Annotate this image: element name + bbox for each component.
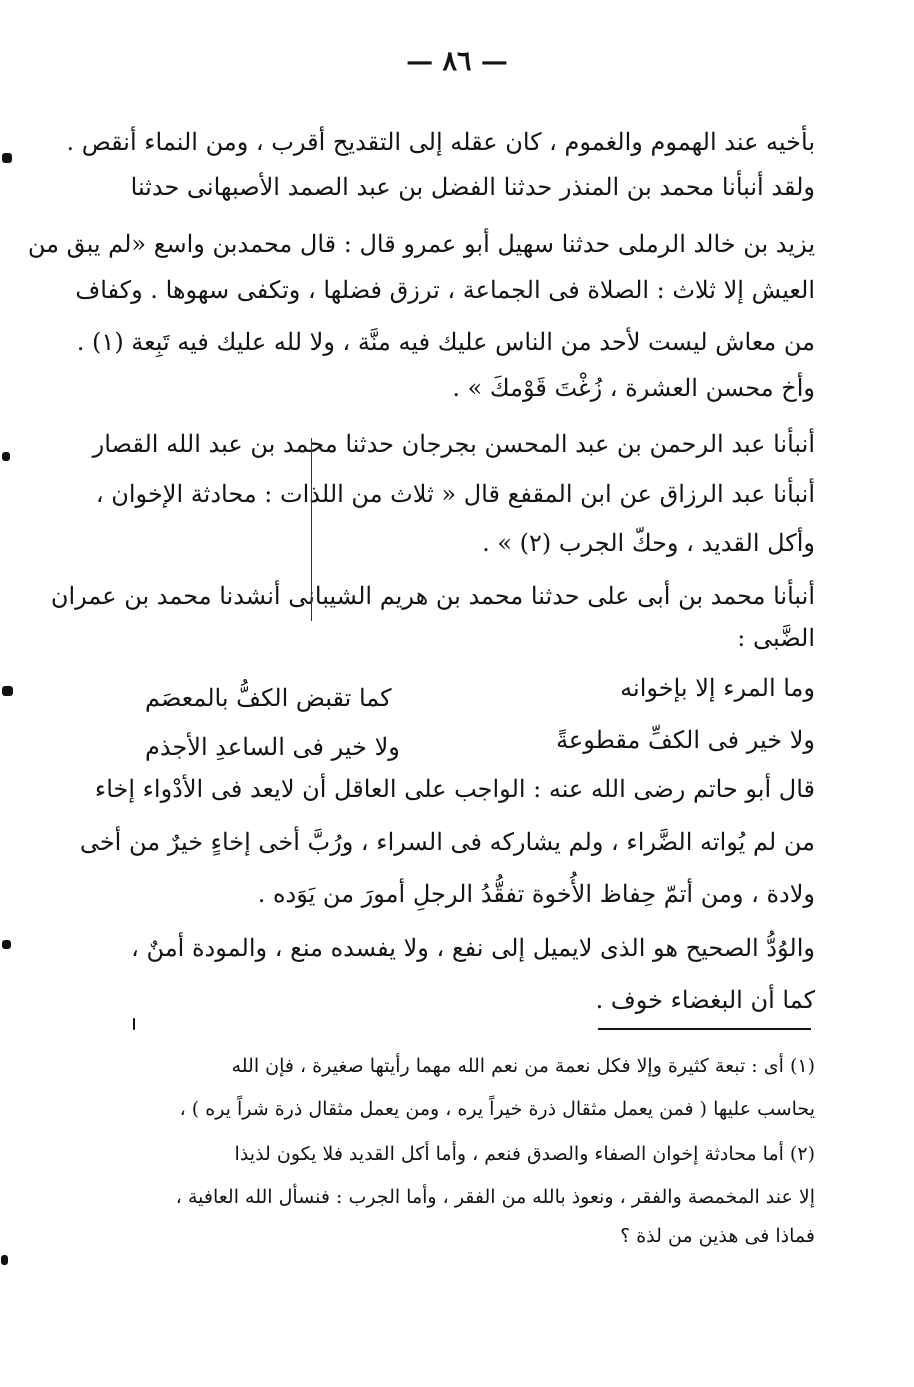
text-line: ولقد أنبأنا محمد بن المنذر حدثنا الفضل بن عبد الصمد الأصبهانى حدثنا: [130, 173, 815, 201]
verse-hemistich: وما المرء إلا بإخوانه: [620, 674, 815, 702]
text-line: قال أبو حاتم رضى الله عنه : الواجب على العاقل أن لايعد فى الأدْواء إخاء: [94, 775, 815, 803]
text-line: من لم يُواته الضَّراء ، ولم يشاركه فى السراء ، ورُبَّ أخى إخاءٍ خيرٌ من أخى: [79, 828, 815, 856]
text-line: يزيد بن خالد الرملى حدثنا سهيل أبو عمرو قال : قال محمدبن واسع «لم يبق من: [27, 230, 815, 258]
text-line: والوُدُّ الصحيح هو الذى لايميل إلى نفع ، ولا يفسده منع ، والمودة أمنٌ ،: [131, 934, 815, 962]
text-line: أنبأنا عبد الرحمن بن عبد المحسن بجرجان حدثنا محمد بن عبد الله القصار: [92, 430, 815, 458]
verse-hemistich: ولا خير فى الساعدِ الأجذم: [145, 733, 400, 761]
page-number: — ٨٦ —: [406, 46, 508, 77]
verse-hemistich: ولا خير فى الكفِّ مقطوعةً: [556, 726, 815, 754]
footnote-line: (٢) أما محادثة إخوان الصفاء والصدق فنعم ، وأما أكل القديد فلا يكون لذيذا: [234, 1143, 815, 1165]
text-line: أنبأنا محمد بن أبى على حدثنا محمد بن هريم الشيبانى أنشدنا محمد بن عمران: [50, 582, 815, 610]
scan-mark: [2, 940, 11, 949]
text-line: الضَّبى :: [737, 624, 815, 652]
footnote-line: يحاسب عليها ( فمن يعمل مثقال ذرة خيراً يره ، ومن يعمل مثقال ذرة شراً يره ) ،: [179, 1098, 815, 1120]
scan-mark: [2, 452, 10, 461]
verse-hemistich: كما تقبض الكفُّ بالمعصَم: [145, 684, 392, 712]
text-line: بأخيه عند الهموم والغموم ، كان عقله إلى التقديح أقرب ، ومن النماء أنقص .: [66, 128, 815, 156]
footnotes: [27, 0, 815, 1260]
footnote-line: (١) أى : تبعة كثيرة وإلا فكل نعمة من نعم الله مهما رأيتها صغيرة ، فإن الله: [231, 1055, 815, 1077]
scan-mark: [2, 686, 13, 696]
text-line: وأخ محسن العشرة ، زُغْتَ قَوْمكَ » .: [452, 374, 815, 402]
scan-mark: [2, 153, 12, 163]
scan-mark: [1, 1255, 8, 1265]
text-line: كما أن البغضاء خوف .: [595, 986, 815, 1014]
footnote-line: فماذا فى هذين من لذة ؟: [620, 1225, 815, 1247]
text-line: وأكل القديد ، وحكّ الجرب (٢) » .: [482, 529, 815, 557]
scan-mark: [133, 1018, 135, 1030]
text-line: ولادة ، ومن أتمّ حِفاظ الأُخوة تفقُّدُ الرجلِ أمورَ من يَوَده .: [257, 880, 815, 908]
text-line: العيش إلا ثلاث : الصلاة فى الجماعة ، ترزق فضلها ، وتكفى سهوها . وكفاف: [75, 276, 815, 304]
text-line: من معاش ليست لأحد من الناس عليك فيه منَّة ، ولا لله عليك فيه تَبِعة (١) .: [76, 328, 815, 356]
text-line: أنبأنا عبد الرزاق عن ابن المقفع قال « ثلاث من اللذات : محادثة الإخوان ،: [95, 480, 815, 508]
footnote-line: إلا عند المخمصة والفقر ، ونعوذ بالله من الفقر ، وأما الجرب : فنسأل الله العافية ،: [175, 1186, 815, 1208]
